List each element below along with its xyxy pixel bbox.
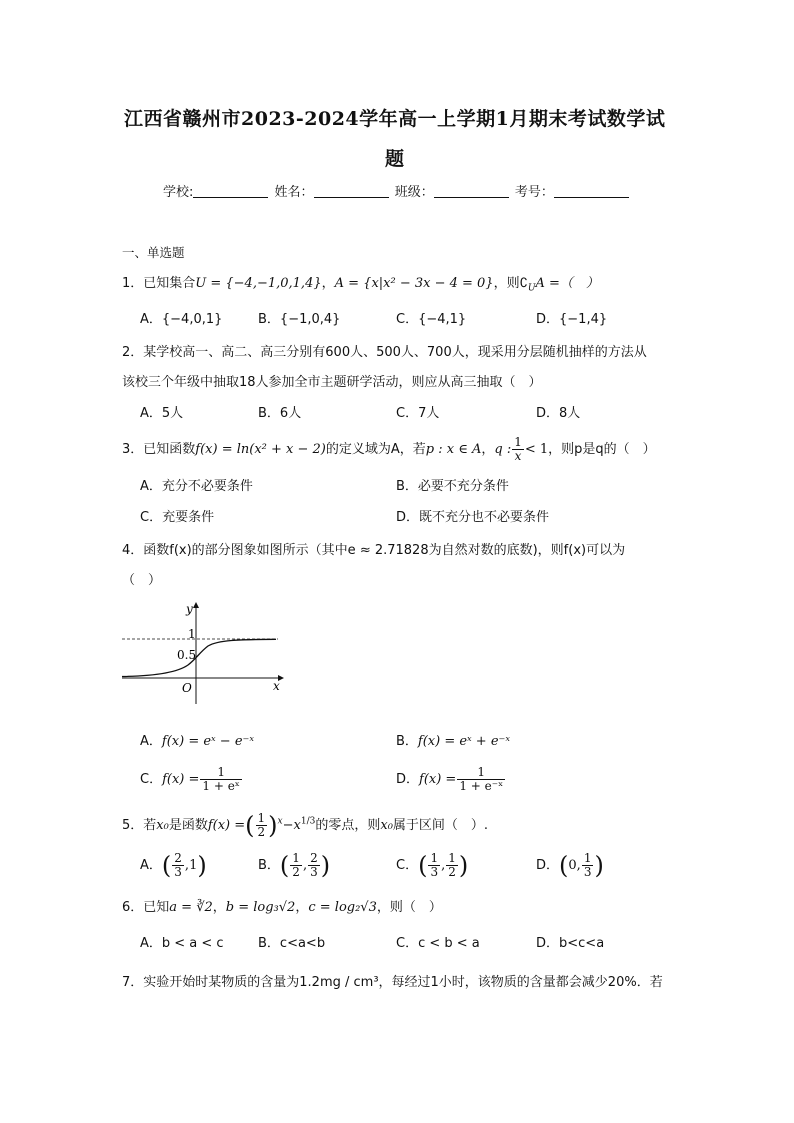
q5-text-c: 的零点，则 xyxy=(315,818,381,833)
q4-option-c[interactable] xyxy=(140,766,243,793)
q3-p: p : x ∈ A xyxy=(425,442,482,457)
q4-option-a[interactable] xyxy=(140,734,254,750)
q4-function-graph xyxy=(118,600,288,710)
q2-option-c[interactable]: C．7人 xyxy=(396,406,440,421)
q4-d-fraction xyxy=(457,766,505,793)
sigmoid-curve xyxy=(122,639,276,676)
q1-comp-tail: A =（ ） xyxy=(535,276,599,291)
q4-d-num: 1 xyxy=(457,766,505,780)
school-label: 学校: xyxy=(163,185,194,200)
q1-set-a: A = {x|x² − 3x − 4 = 0} xyxy=(334,276,494,291)
q4-a-label: A． xyxy=(140,734,162,749)
q3-text-b: 的定义域为A，若 xyxy=(325,442,426,457)
q6-option-d[interactable]: D．b<c<a xyxy=(536,936,605,951)
q4-option-d[interactable] xyxy=(396,766,506,793)
q5-text-d: 属于区间（ ）. xyxy=(392,818,489,833)
question-1 xyxy=(122,276,599,297)
q3-fraction xyxy=(512,436,524,463)
number-blank[interactable] xyxy=(554,184,629,198)
q1-option-a[interactable]: A．{−4,0,1} xyxy=(140,312,223,327)
q5-c-den1: 3 xyxy=(430,865,439,879)
q4-c-pre: f(x) = xyxy=(162,772,200,787)
student-info-line xyxy=(163,181,631,200)
q2-option-d[interactable]: D．8人 xyxy=(536,406,581,421)
y-axis-arrow xyxy=(193,602,199,608)
q4-c-fraction xyxy=(200,766,242,793)
q1-sep: ， xyxy=(321,276,335,291)
q6-tail: ，则（ ） xyxy=(376,900,442,915)
q1-comp-sub: U xyxy=(527,283,536,294)
q5-d-num: 1 xyxy=(583,851,592,865)
q3-text: 3．已知函数 xyxy=(122,442,196,457)
q1-complement: ∁ xyxy=(519,276,528,291)
q5-b-label: B． xyxy=(258,858,280,873)
q5-b-den2: 3 xyxy=(310,865,318,879)
q3-frac-den: x xyxy=(514,449,522,463)
q2-option-b[interactable]: B．6人 xyxy=(258,406,302,421)
page-title-continued: 题 xyxy=(385,148,405,170)
class-label: 班级： xyxy=(394,185,434,200)
q3-func: f(x) = ln(x² + x − 2) xyxy=(195,442,326,457)
q5-base-num: 1 xyxy=(257,811,266,825)
name-label: 姓名： xyxy=(274,185,314,200)
q5-x-part: x xyxy=(293,818,301,833)
q5-c-label: C． xyxy=(396,858,419,873)
q5-b-frac1 xyxy=(290,852,302,879)
q5-a-frac xyxy=(172,852,184,879)
q4-option-b[interactable] xyxy=(396,734,510,750)
q6-c: c = log₂√3 xyxy=(308,900,377,915)
q5-d-label: D． xyxy=(536,858,560,873)
q7-line1: 7．实验开始时某物质的含量为1.2mg / cm³，每经过1小时，该物质的含量都会减少20%．若 xyxy=(122,975,663,990)
q4-d-pre: f(x) = xyxy=(419,772,457,787)
q5-a-den: 3 xyxy=(174,865,182,879)
x-label: x xyxy=(273,679,280,693)
class-blank[interactable] xyxy=(434,184,509,198)
q6-text: 6．已知 xyxy=(122,900,170,915)
q4-b-label: B． xyxy=(396,734,418,749)
q5-d-a: 0 xyxy=(568,858,577,873)
q5-b-num1: 1 xyxy=(292,851,300,865)
page-title: 江西省赣州市2023-2024学年高一上学期1月期末考试数学试 xyxy=(124,108,666,130)
q5-a-label: A． xyxy=(140,858,162,873)
q3-q-post: < 1 xyxy=(524,442,549,457)
q1-set-u: U = {−4,−1,0,1,4} xyxy=(195,276,322,291)
q5-option-b[interactable]: B．( $\frac{1}{2}$ , $\frac{2}{3}$ ) xyxy=(258,851,331,880)
q1-text: 1．已知集合 xyxy=(122,276,196,291)
q4-line2: （ ） xyxy=(122,573,162,588)
q5-c-num2: 1 xyxy=(448,851,456,865)
q3-sep: ， xyxy=(481,442,495,457)
tick-05-label: 0.5 xyxy=(177,648,197,662)
q3-text-c: ，则p是q的（ ） xyxy=(548,442,656,457)
q5-c-den2: 2 xyxy=(448,865,456,879)
q5-text: 5．若 xyxy=(122,818,157,833)
q5-a-num: 2 xyxy=(174,851,182,865)
q5-d-den: 3 xyxy=(583,865,592,879)
q2-line1: 2．某学校高一、高二、高三分别有600人、500人、700人，现采用分层随机抽样的方法从 xyxy=(122,345,647,360)
question-3 xyxy=(122,436,656,463)
q5-b-num2: 2 xyxy=(310,851,318,865)
q5-x-exp: 1/3 xyxy=(300,816,316,827)
question-6 xyxy=(122,900,442,916)
q4-b-expr: f(x) = eˣ + e⁻ˣ xyxy=(417,734,511,749)
q1-option-d[interactable]: D．{−1,4} xyxy=(536,312,608,327)
q4-d-den: 1 + e⁻ˣ xyxy=(459,779,504,793)
q4-c-label: C． xyxy=(140,772,163,787)
q6-option-a[interactable]: A．b < a < c xyxy=(140,936,224,951)
q5-c-num1: 1 xyxy=(430,851,439,865)
q5-minus: − xyxy=(282,818,294,833)
q5-b-frac2 xyxy=(308,852,320,879)
q3-q-pre: q : xyxy=(494,442,512,457)
name-blank[interactable] xyxy=(314,184,389,198)
question-5: 5．若x₀是函数f(x) =( $\frac{1}{2}$ )$^x-x^{1/3}$的零点，则x₀属于区间（ ）. xyxy=(122,811,489,840)
q5-text-b: 是函数 xyxy=(168,818,208,833)
q5-option-d[interactable]: D．(0, $\frac{1}{3}$ ) xyxy=(536,851,604,880)
q5-option-a[interactable]: A．( $\frac{2}{3}$ ,1) xyxy=(140,851,207,880)
q5-x0: x₀ xyxy=(156,818,169,833)
q4-c-num: 1 xyxy=(200,766,242,780)
q3-option-d[interactable]: D．既不充分也不必要条件 xyxy=(396,510,550,525)
q3-option-c[interactable]: C．充要条件 xyxy=(140,510,215,525)
q5-a-b: 1 xyxy=(189,858,198,873)
q1-option-c[interactable]: C．{−4,1} xyxy=(396,312,467,327)
q3-option-a[interactable]: A．充分不必要条件 xyxy=(140,479,253,494)
section-heading: 一、单选题 xyxy=(122,245,185,260)
q6-option-b[interactable]: B．c<a<b xyxy=(258,936,326,951)
q5-base-fraction xyxy=(256,812,268,839)
q4-d-label: D． xyxy=(396,772,420,787)
q2-option-a[interactable]: A．5人 xyxy=(140,406,184,421)
school-blank[interactable] xyxy=(193,184,268,198)
q5-option-c[interactable]: C．( $\frac{1}{3}$ , $\frac{1}{2}$ ) xyxy=(396,851,469,880)
q6-sep1: ， xyxy=(212,900,226,915)
origin-label: O xyxy=(182,681,192,695)
q3-option-b[interactable]: B．必要不充分条件 xyxy=(396,479,509,494)
tick-1-label: 1 xyxy=(188,627,196,641)
q5-c-frac1 xyxy=(428,852,440,879)
q6-option-c[interactable]: C．c < b < a xyxy=(396,936,480,951)
q5-b-den1: 2 xyxy=(292,865,300,879)
y-label: y xyxy=(186,602,193,616)
q5-d-frac xyxy=(582,852,594,879)
q6-a: a = ∛2 xyxy=(169,900,213,915)
q3-frac-num: 1 xyxy=(514,435,522,449)
number-label: 考号： xyxy=(514,185,554,200)
q5-base-den: 2 xyxy=(257,825,266,839)
q5-x0-again: x₀ xyxy=(380,818,393,833)
q4-c-den: 1 + eˣ xyxy=(202,779,240,793)
q1-text-b: ，则 xyxy=(493,276,520,291)
q5-exp: x xyxy=(277,816,283,827)
q2-line2: 该校三个年级中抽取18人参加全市主题研学活动，则应从高三抽取（ ） xyxy=(122,375,542,390)
q5-func-pre: f(x) = xyxy=(207,818,246,833)
q4-line1: 4．函数f(x)的部分图象如图所示（其中e ≈ 2.71828为自然对数的底数)，则f(x)可以为 xyxy=(122,543,626,558)
q1-option-b[interactable]: B．{−1,0,4} xyxy=(258,312,341,327)
q5-c-frac2 xyxy=(446,852,458,879)
q6-sep2: ， xyxy=(295,900,309,915)
q4-a-expr: f(x) = eˣ − e⁻ˣ xyxy=(161,734,254,749)
q6-b: b = log₃√2 xyxy=(225,900,296,915)
